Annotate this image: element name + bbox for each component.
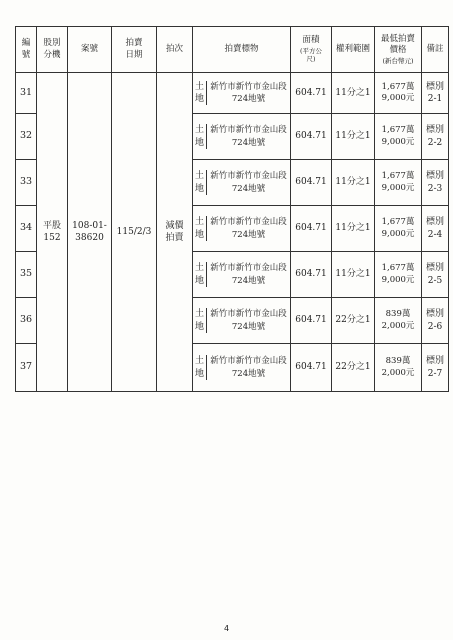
row-land: 土地	[193, 308, 207, 333]
row-land: 土地	[193, 170, 207, 195]
row-no: 32	[16, 114, 37, 160]
row-land: 土地	[193, 355, 207, 380]
row-area: 604.71	[291, 344, 332, 392]
row-item	[193, 252, 291, 298]
row-area: 604.71	[291, 160, 332, 206]
header-round: 拍次	[157, 27, 193, 73]
row-price: 1,677萬9,000元	[375, 160, 422, 206]
row-note: 標別2-3	[422, 160, 449, 206]
row-price: 1,677萬9,000元	[375, 114, 422, 160]
header-area-unit: (平方公尺)	[299, 46, 323, 64]
table-row	[16, 73, 449, 114]
row-no: 37	[16, 344, 37, 392]
row-no: 31	[16, 73, 37, 114]
row-item	[193, 160, 291, 206]
group-category: 平股152	[37, 73, 68, 392]
row-note: 標別2-1	[422, 73, 449, 114]
row-no: 33	[16, 160, 37, 206]
row-item	[193, 344, 291, 392]
row-land: 土地	[193, 81, 207, 106]
row-no: 35	[16, 252, 37, 298]
row-share: 11分之1	[332, 206, 375, 252]
header-case-no: 案號	[68, 27, 112, 73]
row-desc: 新竹市新竹市金山段724地號	[210, 217, 287, 240]
row-price: 839萬2,000元	[375, 344, 422, 392]
row-price: 1,677萬9,000元	[375, 73, 422, 114]
row-note: 標別2-4	[422, 206, 449, 252]
row-area: 604.71	[291, 298, 332, 344]
group-auction-date: 115/2/3	[112, 73, 157, 392]
header-note: 備註	[422, 27, 449, 73]
header-min-price: 最低拍賣價格 (新台幣元)	[375, 27, 422, 73]
row-desc: 新竹市新竹市金山段724地號	[210, 263, 287, 286]
row-area: 604.71	[291, 206, 332, 252]
auction-table	[15, 26, 449, 392]
row-share: 11分之1	[332, 73, 375, 114]
row-land: 土地	[193, 262, 207, 287]
row-area: 604.71	[291, 114, 332, 160]
row-share: 22分之1	[332, 344, 375, 392]
row-desc: 新竹市新竹市金山段724地號	[210, 356, 287, 379]
row-note: 標別2-2	[422, 114, 449, 160]
row-area: 604.71	[291, 252, 332, 298]
header-item: 拍賣標物	[193, 27, 291, 73]
row-note: 標別2-7	[422, 344, 449, 392]
row-area: 604.71	[291, 73, 332, 114]
header-category: 股別分機	[37, 27, 68, 73]
row-desc: 新竹市新竹市金山段724地號	[210, 309, 287, 332]
row-price: 839萬2,000元	[375, 298, 422, 344]
group-round: 減價拍賣	[157, 73, 193, 392]
row-price: 1,677萬9,000元	[375, 252, 422, 298]
row-share: 11分之1	[332, 114, 375, 160]
page-number: 4	[223, 624, 230, 633]
row-desc: 新竹市新竹市金山段724地號	[210, 81, 287, 104]
row-share: 11分之1	[332, 160, 375, 206]
header-no: 編號	[16, 27, 37, 73]
row-price: 1,677萬9,000元	[375, 206, 422, 252]
row-no: 36	[16, 298, 37, 344]
header-share: 權利範圍	[332, 27, 375, 73]
header-row	[16, 27, 449, 73]
row-item	[193, 298, 291, 344]
row-land: 土地	[193, 124, 207, 149]
row-note: 標別2-6	[422, 298, 449, 344]
header-area: 面積 (平方公尺)	[291, 27, 332, 73]
header-auction-date: 拍賣日期	[112, 27, 157, 73]
row-note: 標別2-5	[422, 252, 449, 298]
row-no: 34	[16, 206, 37, 252]
row-desc: 新竹市新竹市金山段724地號	[210, 171, 287, 194]
row-share: 22分之1	[332, 298, 375, 344]
row-land: 土地	[193, 216, 207, 241]
row-desc: 新竹市新竹市金山段724地號	[210, 125, 287, 148]
row-item	[193, 114, 291, 160]
header-min-price-unit: (新台幣元)	[382, 56, 414, 65]
row-item	[193, 206, 291, 252]
row-item	[193, 73, 291, 114]
group-case-no: 108-01-38620	[68, 73, 112, 392]
row-share: 11分之1	[332, 252, 375, 298]
